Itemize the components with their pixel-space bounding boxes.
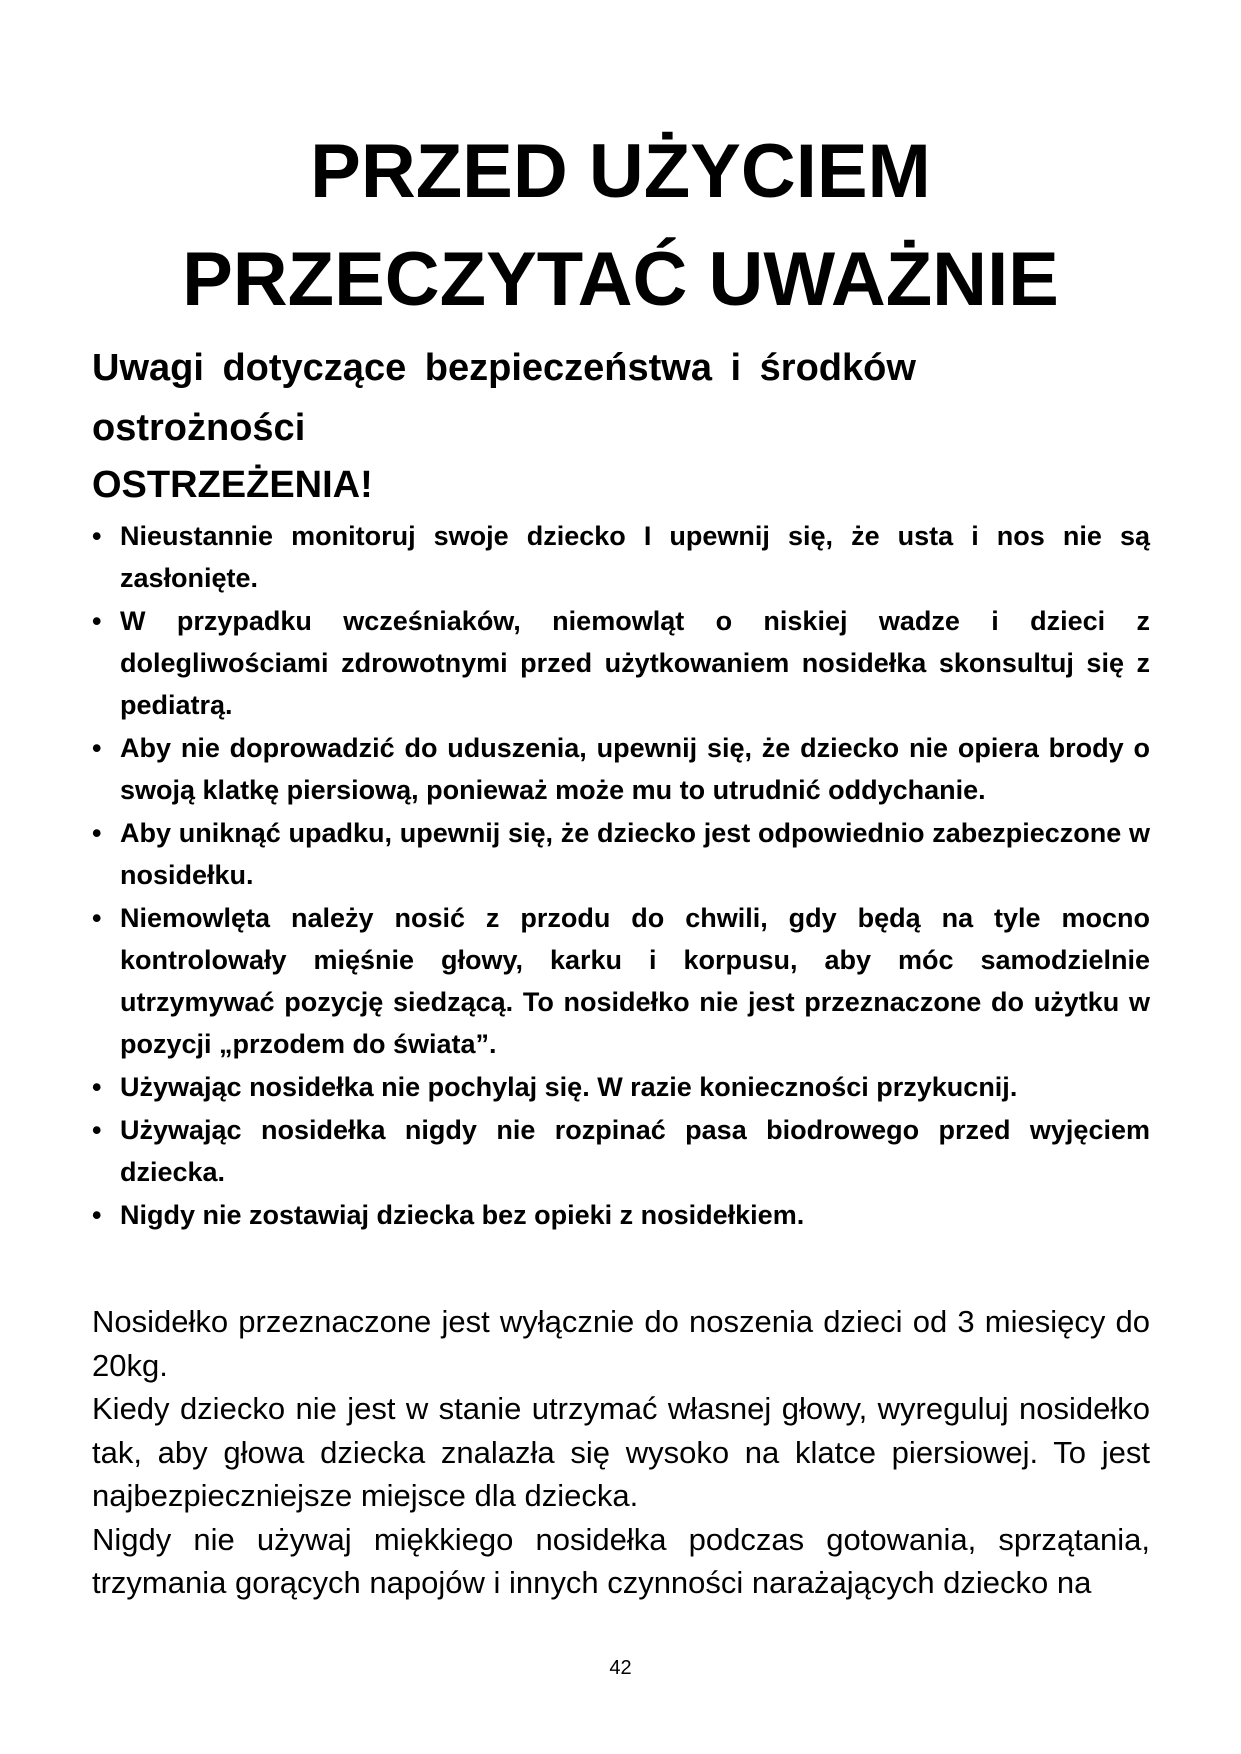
bullet-icon: • xyxy=(92,1115,102,1145)
warning-item-text: Używając nosidełka nie pochylaj się. W razie konieczności przykucnij. xyxy=(120,1072,1018,1102)
warning-item xyxy=(92,727,1150,811)
warning-heading: OSTRZEŻENIA! xyxy=(92,464,373,506)
bullet-icon: • xyxy=(92,1200,102,1230)
bullet-icon: • xyxy=(92,606,102,636)
warning-item-text: Używając nosidełka nigdy nie rozpinać pasa biodrowego przed wyjęciem dziecka. xyxy=(120,1115,1150,1187)
warning-item xyxy=(92,897,1150,1065)
bullet-icon: • xyxy=(92,521,102,551)
body-text xyxy=(92,1300,1150,1605)
body-paragraph: Nigdy nie używaj miękkiego nosidełka podczas gotowania, sprzątania, trzymania gorących napojów i innych czynności narażających dziecko na xyxy=(92,1521,1150,1600)
page-title-line-2: PRZECZYTAĆ UWAŻNIE xyxy=(182,237,1059,322)
bullet-icon: • xyxy=(92,818,102,848)
bullet-icon: • xyxy=(92,1072,102,1102)
bullet-icon: • xyxy=(92,733,102,763)
warning-item-text: Niemowlęta należy nosić z przodu do chwili, gdy będą na tyle mocno kontrolowały mięśnie głowy, karku i korpusu, aby móc samodzielnie utrzymywać pozycję siedzącą. To nosidełko nie jest przeznaczone do użytku w pozycji „przodem do świata”. xyxy=(120,903,1150,1059)
warning-item xyxy=(92,1066,1150,1108)
warning-item-text: Aby nie doprowadzić do uduszenia, upewnij się, że dziecko nie opiera brody o swoją klatkę piersiową, ponieważ może mu to utrudnić oddychanie. xyxy=(120,733,1150,805)
warning-item xyxy=(92,812,1150,896)
warning-item xyxy=(92,1109,1150,1193)
section-heading-line-1: Uwagi dotyczące bezpieczeństwa i środków xyxy=(92,347,916,389)
warning-item-text: Nieustannie monitoruj swoje dziecko I upewnij się, że usta i nos nie są zasłonięte. xyxy=(120,521,1150,593)
warning-item xyxy=(92,1194,1150,1236)
warning-item xyxy=(92,515,1150,599)
body-paragraph: Nosidełko przeznaczone jest wyłącznie do noszenia dzieci od 3 miesięcy do 20kg. xyxy=(92,1304,1150,1383)
page-title-line-1: PRZED UŻYCIEM xyxy=(310,129,931,214)
warning-item xyxy=(92,600,1150,726)
page-number: 42 xyxy=(609,1657,632,1679)
section-heading-line-2: ostrożności xyxy=(92,407,306,449)
warning-list xyxy=(92,515,1150,1237)
warning-item-text: Aby uniknąć upadku, upewnij się, że dziecko jest odpowiednio zabezpieczone w nosidełku. xyxy=(120,818,1150,890)
bullet-icon: • xyxy=(92,903,102,933)
body-paragraph: Kiedy dziecko nie jest w stanie utrzymać własnej głowy, wyreguluj nosidełko tak, aby głowa dziecka znalazła się wysoko na klatce piersiowej. To jest najbezpieczniejsze miejsce dla dziecka. xyxy=(92,1391,1150,1513)
warning-item-text: W przypadku wcześniaków, niemowląt o niskiej wadze i dzieci z dolegliwościami zdrowotnymi przed użytkowaniem nosidełka skonsultuj się z pediatrą. xyxy=(120,606,1150,720)
warning-item-text: Nigdy nie zostawiaj dziecka bez opieki z nosidełkiem. xyxy=(120,1200,805,1230)
